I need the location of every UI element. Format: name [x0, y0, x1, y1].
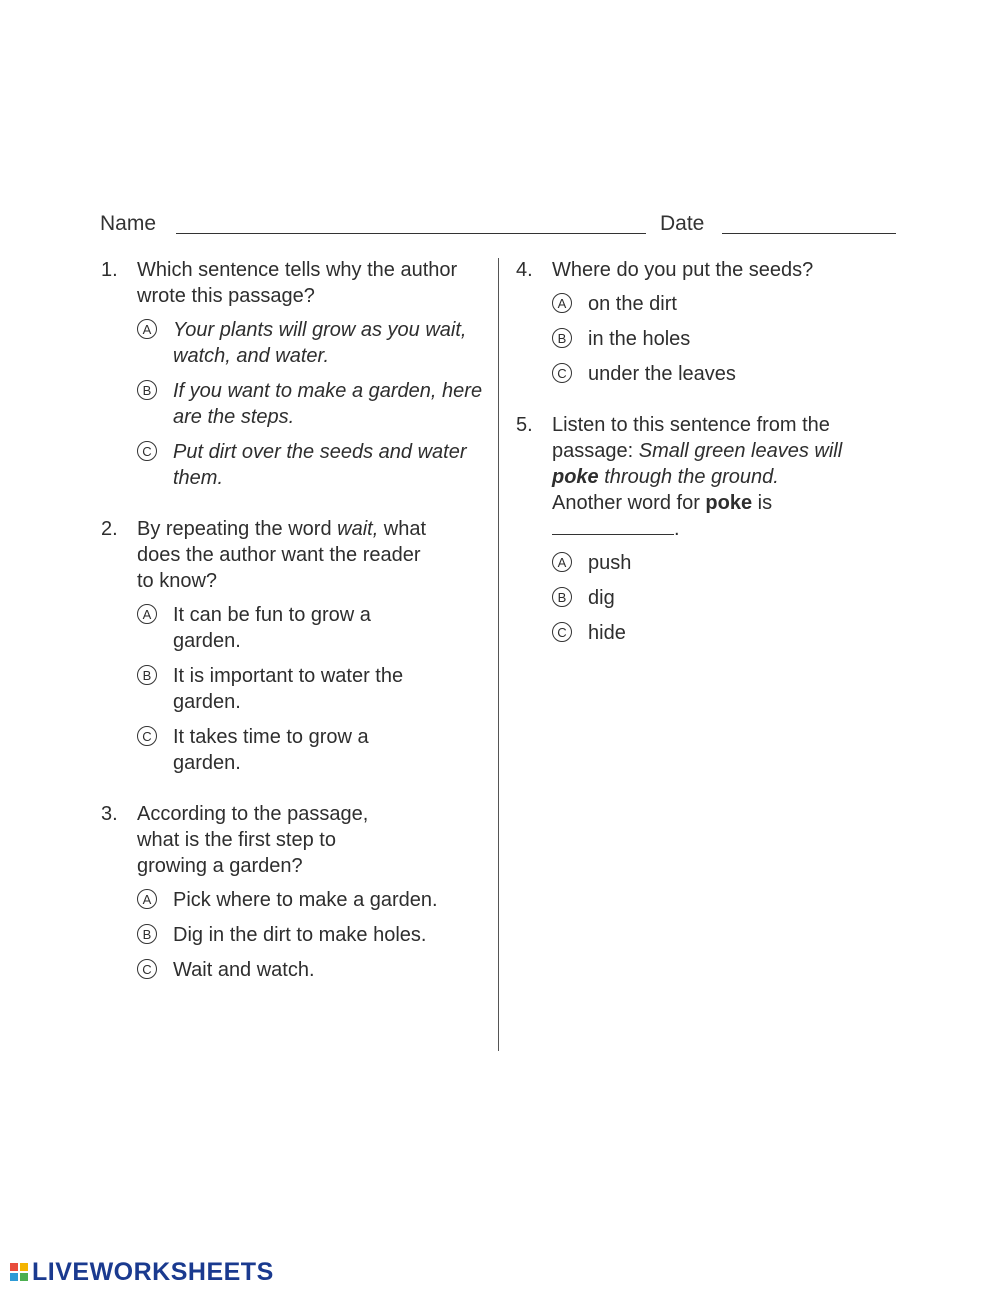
question-number: 3.: [101, 803, 118, 825]
answer-option-b[interactable]: [552, 326, 896, 352]
option-text: It can be fun to grow a garden.: [173, 604, 371, 652]
name-label: Name: [100, 212, 157, 235]
logo-blocks-icon: [10, 1263, 28, 1281]
answer-option-c[interactable]: [137, 439, 491, 491]
date-label: Date: [660, 212, 705, 235]
option-letter-c-icon: C: [137, 726, 157, 746]
name-field[interactable]: [176, 233, 646, 234]
option-letter-b-icon: B: [552, 587, 572, 607]
option-text: Your plants will grow as you wait, watch, and water.: [173, 319, 467, 367]
option-text: Wait and watch.: [173, 959, 315, 981]
option-letter-c-icon: C: [137, 441, 157, 461]
option-text: in the holes: [588, 328, 691, 350]
logo-block: [20, 1273, 28, 1281]
answer-option-a[interactable]: [552, 291, 896, 317]
option-text: on the dirt: [588, 293, 677, 315]
question-text: Listen to this sentence from the passage: Small green leaves will poke through the ground. Another word for poke is .: [552, 414, 843, 540]
logo-block: [20, 1263, 28, 1271]
liveworksheets-logo: [10, 1259, 274, 1285]
question-2: [101, 516, 441, 785]
question-1: [101, 257, 491, 500]
question-number: 2.: [101, 518, 118, 540]
question-3: [101, 801, 491, 992]
question-text: Where do you put the seeds?: [552, 259, 814, 281]
option-letter-a-icon: A: [137, 319, 157, 339]
question-number: 5.: [516, 414, 533, 436]
option-letter-b-icon: B: [552, 328, 572, 348]
option-text: It is important to water the garden.: [173, 665, 404, 713]
option-text: dig: [588, 587, 615, 609]
answer-blank[interactable]: [552, 516, 674, 535]
answer-option-c[interactable]: [552, 620, 846, 646]
option-text: hide: [588, 622, 626, 644]
brand-name: LIVEWORKSHEETS: [32, 1257, 274, 1286]
option-letter-b-icon: B: [137, 380, 157, 400]
answer-option-a[interactable]: [137, 602, 413, 654]
option-text: under the leaves: [588, 363, 736, 385]
answer-option-a[interactable]: [137, 887, 491, 913]
answer-option-b[interactable]: [137, 378, 491, 430]
answer-option-a[interactable]: [137, 317, 491, 369]
answer-option-b[interactable]: [137, 663, 423, 715]
worksheet-header: [100, 212, 900, 242]
option-text: It takes time to grow a garden.: [173, 726, 369, 774]
question-5: [516, 412, 846, 655]
option-letter-a-icon: A: [137, 889, 157, 909]
option-letter-b-icon: B: [137, 665, 157, 685]
answer-option-b[interactable]: [137, 922, 491, 948]
option-text: Pick where to make a garden.: [173, 889, 438, 911]
answer-option-a[interactable]: [552, 550, 846, 576]
question-4: [516, 257, 896, 396]
option-letter-c-icon: C: [552, 363, 572, 383]
logo-block: [10, 1263, 18, 1271]
question-number: 1.: [101, 259, 118, 281]
option-text: push: [588, 552, 632, 574]
option-letter-b-icon: B: [137, 924, 157, 944]
option-text: Dig in the dirt to make holes.: [173, 924, 427, 946]
column-divider: [498, 258, 499, 1051]
logo-block: [10, 1273, 18, 1281]
question-text: Which sentence tells why the author wrote this passage?: [137, 259, 458, 307]
option-letter-a-icon: A: [552, 552, 572, 572]
option-letter-a-icon: A: [552, 293, 572, 313]
option-text: Put dirt over the seeds and water them.: [173, 441, 467, 489]
question-text: According to the passage, what is the first step to growing a garden?: [137, 803, 369, 877]
answer-option-b[interactable]: [552, 585, 846, 611]
option-letter-c-icon: C: [137, 959, 157, 979]
date-field[interactable]: [722, 233, 896, 234]
question-text: By repeating the word wait, what does the author want the reader to know?: [137, 518, 427, 592]
answer-option-c[interactable]: [552, 361, 896, 387]
option-letter-c-icon: C: [552, 622, 572, 642]
answer-option-c[interactable]: [137, 957, 491, 983]
option-text: If you want to make a garden, here are the steps.: [173, 380, 483, 428]
question-number: 4.: [516, 259, 533, 281]
option-letter-a-icon: A: [137, 604, 157, 624]
answer-option-c[interactable]: [137, 724, 413, 776]
